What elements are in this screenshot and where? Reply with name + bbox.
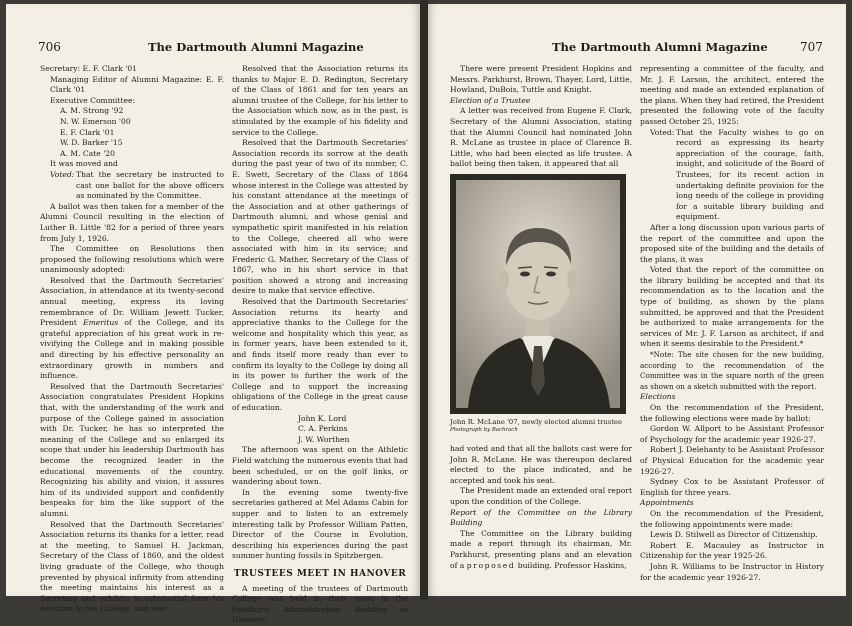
text: The Committee on the Library building made a report through its chairman, Mr. Parkhurst, presenting plans and an elevation of a bbox=[450, 528, 632, 570]
vote-text: That the secretary be instructed to cast one ballot for the above officers as nominated by the Committee. bbox=[76, 169, 224, 201]
paragraph: Resolved that the Dartmouth Secretaries' Association congratulates President Hopkins that, with the understanding of the work and purpose of the College gained in association with Dr. Tucker, he has so interpreted the meaning of the College and so enlarged its scope that under his leadership Dartmouth has become the recognized leader in the educational movements of the country. Recognizing his ability and vision, it assures him of its undivided support and confidently bespeaks for him the like support of the alumni. bbox=[40, 381, 224, 518]
paragraph: A ballot was then taken for a member of the Alumni Council resulting in the election of Luther B. Little '82 for a period of three years from July 1, 1926. bbox=[40, 201, 224, 243]
paragraph: Resolved that the Association returns its thanks to Major E. D. Redington, Secretary of the Class of 1861 and for ten years an alumni trustee of the College, for his letter to the Association which now, as in the past, is stimulated by the example of his fidelity and service to the College. bbox=[232, 64, 408, 137]
paragraph: The afternoon was spent on the Athletic Field watching the numerous events that had been scheduled, or on the golf links, or wandering about town. bbox=[232, 445, 408, 487]
paragraph bbox=[40, 276, 224, 382]
paragraph: On the recommendation of the President, the following appointments were made: bbox=[640, 508, 824, 529]
left-running-head: The Dartmouth Alumni Magazine bbox=[148, 40, 364, 54]
paragraph: In the evening some twenty-five secretaries gathered at Mel Adams Cabin for supper and to listen to an extremely interesting talk by Professor William Patten, Director of the Course in Evolution, describing his experiences during the past summer hunting fossils in Spitzbergen. bbox=[232, 487, 408, 561]
left-page-number: 706 bbox=[38, 40, 61, 54]
footnote: *Note: The site chosen for the new building, according to the recommendation of the Committee was in the square north of the green as shown on a sketch submitted with the report. bbox=[640, 350, 824, 391]
paragraph: It was moved and bbox=[50, 159, 118, 169]
paragraph: Executive Committee: bbox=[50, 95, 136, 105]
right-column-1-bottom bbox=[450, 444, 632, 588]
paragraph: A letter was received from Eugene F. Clark, Secretary of the Alumni Association, stating that the Alumni Council had nominated John R. McLane as trustee in place of Clarence B. Little, who had been elected as life trustee. A ballot being then taken, it appeared that all bbox=[450, 106, 632, 169]
section-heading: TRUSTEES MEET IN HANOVER bbox=[233, 568, 407, 579]
committee-member: E. F. Clark '01 bbox=[60, 127, 115, 137]
paragraph: John R. Williams to be Instructor in History for the academic year 1926-27. bbox=[640, 561, 824, 582]
paragraph: A meeting of the trustees of Dartmouth College was held in their room in the Parkhurst Administration Building in Hanover. bbox=[232, 583, 408, 625]
text: of the College, and its grateful appreciation of his great work in re-vivifying the College and in making possible and directing by his effective personality an extraordinary growth in numbers and influence. bbox=[40, 318, 224, 381]
voted-label: Voted: bbox=[50, 169, 75, 179]
paragraph: representing a committee of the faculty, and Mr. J. F. Larson, the architect, entered the meeting and made an extended explanation of the plans. When they had retired, the President presented the following vote of the faculty passed October 25, 1925: bbox=[640, 64, 824, 126]
paragraph: Resolved that the Dartmouth Secretaries' Association records its sorrow at the death during the past year of two of its number, C. E. Swett, Secretary of the Class of 1864 whose interest in the College was attested by his constant attendance at the meetings of the Association and at other gatherings of Dartmouth alumni, and whose genial and sympathetic spirit manifested in his relation to the College, cheered all who were associated with him in its service; and Frederic G. Mather, Secretary of the Class of 1867, who in his short service in that position showed a strong and increasing desire to make that service effective. bbox=[232, 138, 408, 296]
paragraph: There were present President Hopkins and Messrs. Parkhurst, Brown, Thayer, Lord, Little, Howland, DuBois, Tuttle and Knight. bbox=[450, 64, 632, 95]
subheading: Election of a Trustee bbox=[450, 95, 531, 105]
committee-member: A. M. Cate '20 bbox=[60, 148, 115, 158]
right-running-head: The Dartmouth Alumni Magazine bbox=[552, 40, 768, 54]
paragraph: Robert E. Macauley as Instructor in Citizenship for the year 1925-26. bbox=[640, 540, 824, 561]
paragraph bbox=[450, 529, 632, 571]
portrait-image bbox=[450, 174, 626, 414]
vote-block bbox=[640, 128, 824, 223]
left-column-2 bbox=[232, 64, 408, 625]
portrait-photo bbox=[450, 174, 626, 414]
subheading: Report of the Committee on the Library Building bbox=[450, 507, 632, 528]
paragraph: Resolved that the Dartmouth Secretaries' Association returns its hearty and appreciative thanks to the College for the welcome and hospitality which this year, as in former years, have been extended to it, and finds itself more ready than ever to confirm its loyalty to the College by doing all in its power to further the work of the College and to support the increasing obligations of the College in the great cause of education. bbox=[232, 297, 408, 412]
text-spaced: proposed bbox=[466, 560, 516, 570]
photo-caption bbox=[450, 418, 630, 435]
paragraph: Gordon W. Allport to be Assistant Professor of Psychology for the academic year 1926-27. bbox=[640, 424, 824, 444]
text: Resolved that the Dartmouth Secretaries' Association, in attendance at its twenty-second annual meeting, express its loving remembrance of Dr. William Jewett Tucker, President bbox=[40, 275, 224, 328]
paragraph: Managing Editor of Alumni Magazine: E. F. Clark '01 bbox=[50, 74, 224, 95]
subheading: Elections bbox=[640, 392, 676, 402]
voted-label: Voted: bbox=[650, 127, 675, 137]
paragraph: Robert J. Delehanty to be Assistant Professor of Physical Education for the academic year 1926-27. bbox=[640, 445, 824, 476]
book-gutter bbox=[420, 0, 428, 600]
paragraph: Voted that the report of the committee on the library building be accepted and that its recommendation as to the location and the type of building, as shown by the plans submitted, be approved and that the President be authorized to make arrangements for the services of Mr. J. F. Larson as architect, if and when it seems desirable to the President.* bbox=[640, 265, 824, 349]
vote-text: That the Faculty wishes to go on record as expressing its hearty appreciation of the courage, faith, insight, and solicitude of the Board of Trustees, for its recent action in undertaking definite provision for the long needs of the college in providing for a suitable library building and equipment. bbox=[676, 127, 824, 222]
committee-member: W. D. Barker '15 bbox=[60, 138, 123, 148]
right-column-2 bbox=[640, 64, 824, 588]
signature-line: John K. Lord bbox=[298, 413, 347, 423]
left-column-1 bbox=[40, 64, 224, 614]
paragraph: Secretary: E. F. Clark '01 bbox=[40, 64, 137, 73]
right-page-number: 707 bbox=[800, 40, 823, 54]
signature-line: C. A. Perkins bbox=[298, 424, 348, 434]
committee-member: A. M. Strong '92 bbox=[60, 106, 124, 116]
paragraph: On the recommendation of the President, the following elections were made by ballot: bbox=[640, 403, 824, 423]
right-column-1-top bbox=[450, 64, 632, 174]
text-italic: Emeritus bbox=[83, 318, 119, 328]
paragraph: The President made an extended oral report upon the condition of the College. bbox=[450, 486, 632, 506]
text: building. Professor Haskins, bbox=[517, 560, 627, 570]
caption-text: John R. McLane '07, newly elected alumni trustee bbox=[450, 418, 622, 426]
paragraph: had voted and that all the ballots cast were for John R. McLane. He was thereupon declared elected to the place indicated, and he accepted and took his seat. bbox=[450, 444, 632, 485]
paragraph: Sydney Cox to be Assistant Professor of English for three years. bbox=[640, 477, 824, 497]
paragraph: Lewis D. Stilwell as Director of Citizenship. bbox=[650, 530, 818, 540]
vote-block bbox=[40, 170, 224, 202]
paragraph: The Committee on Resolutions then proposed the following resolutions which were unanimously adopted: bbox=[40, 244, 224, 275]
subheading: Appointments bbox=[640, 498, 694, 508]
paragraph: After a long discussion upon various parts of the report of the committee and upon the proposed site of the building and the details of the plans, it was bbox=[640, 222, 824, 264]
signature-line: J. W. Worthen bbox=[298, 434, 350, 444]
photo-credit: Photograph by Bachrach bbox=[450, 427, 518, 434]
paragraph: Resolved that the Dartmouth Secretaries' Association returns its thanks for a letter, read at the meeting, to Samuel H. Jackman, Secretary of the Class of 1860, and the oldest living graduate of the College, who though prevented by physical infirmity from attending the meeting maintains his interest as a Secretary and exhibits in substantial form his devotion to the College, and also bbox=[40, 519, 224, 614]
committee-member: N. W. Emerson '00 bbox=[60, 116, 131, 126]
